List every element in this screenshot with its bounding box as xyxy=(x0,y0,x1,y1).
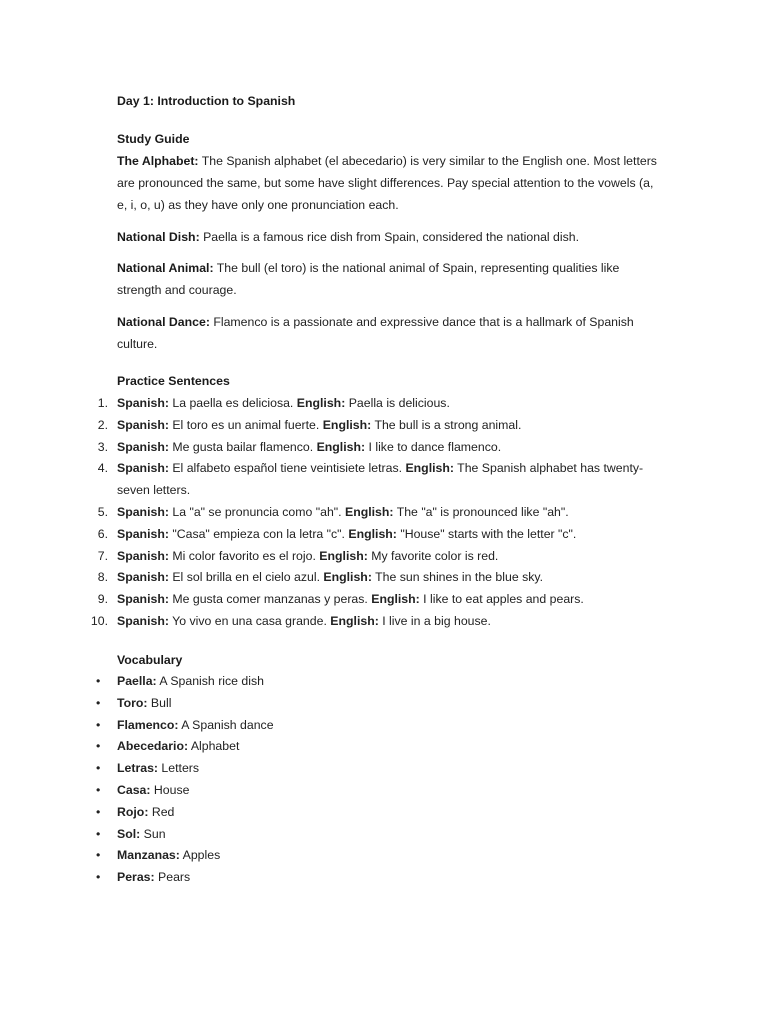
vocab-meaning: Apples xyxy=(179,848,221,863)
english-label: English: xyxy=(316,439,366,454)
spanish-label: Spanish: xyxy=(117,613,169,628)
vocabulary-list xyxy=(0,671,768,889)
vocab-meaning: Alphabet xyxy=(188,739,240,754)
spanish-label: Spanish: xyxy=(117,526,169,541)
vocab-term: Flamenco: xyxy=(117,717,179,732)
bullet-icon: • xyxy=(96,739,101,754)
study-guide-national-animal xyxy=(117,257,657,301)
list-item xyxy=(0,867,657,889)
national-dish-label: National Dish: xyxy=(117,230,200,244)
list-number: 6. xyxy=(97,526,108,541)
list-item xyxy=(0,589,657,611)
english-label: English: xyxy=(371,592,420,607)
national-animal-text: The bull (el toro) is the national animal of Spain, representing qualities like strength and courage. xyxy=(117,261,620,297)
list-item xyxy=(0,693,657,715)
alphabet-text: The Spanish alphabet (el abecedario) is very similar to the English one. Most letters are pronounced the same, but some have slight differences. Pay special attention to the vowels (a, e, i, o, u) as they have only one pronunciation each. xyxy=(117,154,657,212)
english-sentence: I live in a big house. xyxy=(378,613,491,628)
vocab-meaning: A Spanish dance xyxy=(178,717,274,732)
study-guide-national-dish xyxy=(117,226,657,248)
bullet-icon: • xyxy=(96,695,101,710)
list-item xyxy=(0,736,657,758)
vocab-meaning: Red xyxy=(148,804,175,819)
vocab-term: Sol: xyxy=(117,826,141,841)
spanish-sentence: El sol brilla en el cielo azul. xyxy=(168,570,324,585)
list-item xyxy=(0,758,657,780)
study-guide-heading: Study Guide xyxy=(117,132,190,146)
vocabulary-heading: Vocabulary xyxy=(117,653,183,667)
national-dance-text: Flamenco is a passionate and expressive dance that is a hallmark of Spanish culture. xyxy=(117,315,634,351)
spanish-sentence: "Casa" empieza con la letra "c". xyxy=(168,526,349,541)
practice-sentences-heading: Practice Sentences xyxy=(117,374,230,388)
alphabet-label: The Alphabet: xyxy=(117,154,199,168)
vocab-term: Letras: xyxy=(117,761,159,776)
list-item xyxy=(0,824,657,846)
list-number: 9. xyxy=(97,592,108,607)
bullet-icon: • xyxy=(96,870,101,885)
study-guide-alphabet xyxy=(117,150,657,216)
national-animal-label: National Animal: xyxy=(117,261,214,275)
spanish-label: Spanish: xyxy=(117,548,169,563)
spanish-label: Spanish: xyxy=(117,461,169,476)
list-item xyxy=(0,715,657,737)
list-number: 10. xyxy=(90,613,108,628)
vocab-term: Paella: xyxy=(117,674,157,688)
vocab-meaning: Letters xyxy=(158,761,200,776)
list-number: 2. xyxy=(97,417,108,432)
page-title: Day 1: Introduction to Spanish xyxy=(117,94,296,108)
list-item xyxy=(0,437,657,459)
english-sentence: I like to eat apples and pears. xyxy=(419,592,584,607)
english-label: English: xyxy=(348,526,397,541)
english-sentence: Paella is delicious. xyxy=(345,396,450,410)
national-dance-label: National Dance: xyxy=(117,315,210,329)
bullet-icon: • xyxy=(96,848,101,863)
english-sentence: My favorite color is red. xyxy=(367,548,499,563)
vocab-meaning: Pears xyxy=(154,870,191,885)
national-dish-text: Paella is a famous rice dish from Spain, considered the national dish. xyxy=(199,230,580,244)
spanish-sentence: Yo vivo en una casa grande. xyxy=(168,613,331,628)
vocab-term: Peras: xyxy=(117,870,155,885)
english-sentence: The bull is a strong animal. xyxy=(371,417,522,432)
list-number: 8. xyxy=(97,570,108,585)
list-number: 7. xyxy=(97,548,108,563)
english-sentence: I like to dance flamenco. xyxy=(365,439,502,454)
vocab-meaning: A Spanish rice dish xyxy=(156,674,264,688)
english-label: English: xyxy=(405,461,454,476)
list-item xyxy=(0,671,657,693)
list-item xyxy=(0,524,657,546)
bullet-icon: • xyxy=(96,782,101,797)
spanish-sentence: La paella es deliciosa. xyxy=(168,396,297,410)
spanish-label: Spanish: xyxy=(117,592,169,607)
list-number: 4. xyxy=(97,461,108,476)
study-guide-national-dance xyxy=(117,311,657,355)
spanish-sentence: El toro es un animal fuerte. xyxy=(168,417,323,432)
vocab-term: Abecedario: xyxy=(117,739,189,754)
list-item xyxy=(0,546,657,568)
list-item xyxy=(0,415,657,437)
vocab-term: Rojo: xyxy=(117,804,149,819)
english-sentence: The Spanish alphabet has twenty-seven letters. xyxy=(117,461,644,498)
spanish-label: Spanish: xyxy=(117,396,169,410)
list-item xyxy=(0,567,657,589)
practice-sentences-list xyxy=(0,393,768,633)
bullet-icon: • xyxy=(96,674,101,688)
spanish-sentence: Mi color favorito es el rojo. xyxy=(168,548,320,563)
spanish-sentence: La "a" se pronuncia como "ah". xyxy=(168,504,345,519)
english-sentence: The sun shines in the blue sky. xyxy=(371,570,544,585)
spanish-sentence: Me gusta bailar flamenco. xyxy=(168,439,317,454)
bullet-icon: • xyxy=(96,826,101,841)
list-item xyxy=(0,393,657,415)
list-item xyxy=(0,502,657,524)
vocab-meaning: Sun xyxy=(140,826,166,841)
english-label: English: xyxy=(345,504,394,519)
list-item xyxy=(0,458,657,502)
bullet-icon: • xyxy=(96,804,101,819)
list-number: 1. xyxy=(97,396,108,410)
english-label: English: xyxy=(296,396,346,410)
vocab-meaning: House xyxy=(150,782,190,797)
list-number: 5. xyxy=(97,504,108,519)
english-label: English: xyxy=(319,548,368,563)
english-sentence: "House" starts with the letter "c". xyxy=(396,526,577,541)
english-sentence: The "a" is pronounced like "ah". xyxy=(393,504,569,519)
list-number: 3. xyxy=(97,439,108,454)
spanish-label: Spanish: xyxy=(117,504,169,519)
vocab-term: Manzanas: xyxy=(117,848,180,863)
english-label: English: xyxy=(322,417,372,432)
spanish-label: Spanish: xyxy=(117,570,169,585)
list-item xyxy=(0,802,657,824)
spanish-sentence: Me gusta comer manzanas y peras. xyxy=(168,592,372,607)
spanish-sentence: El alfabeto español tiene veintisiete letras. xyxy=(168,461,406,476)
spanish-label: Spanish: xyxy=(117,439,169,454)
list-item xyxy=(0,611,657,633)
english-label: English: xyxy=(330,613,379,628)
vocab-term: Casa: xyxy=(117,782,151,797)
list-item xyxy=(0,780,657,802)
bullet-icon: • xyxy=(96,717,101,732)
vocab-term: Toro: xyxy=(117,695,148,710)
bullet-icon: • xyxy=(96,761,101,776)
english-label: English: xyxy=(323,570,372,585)
spanish-label: Spanish: xyxy=(117,417,169,432)
vocab-meaning: Bull xyxy=(147,695,172,710)
list-item xyxy=(0,845,657,867)
